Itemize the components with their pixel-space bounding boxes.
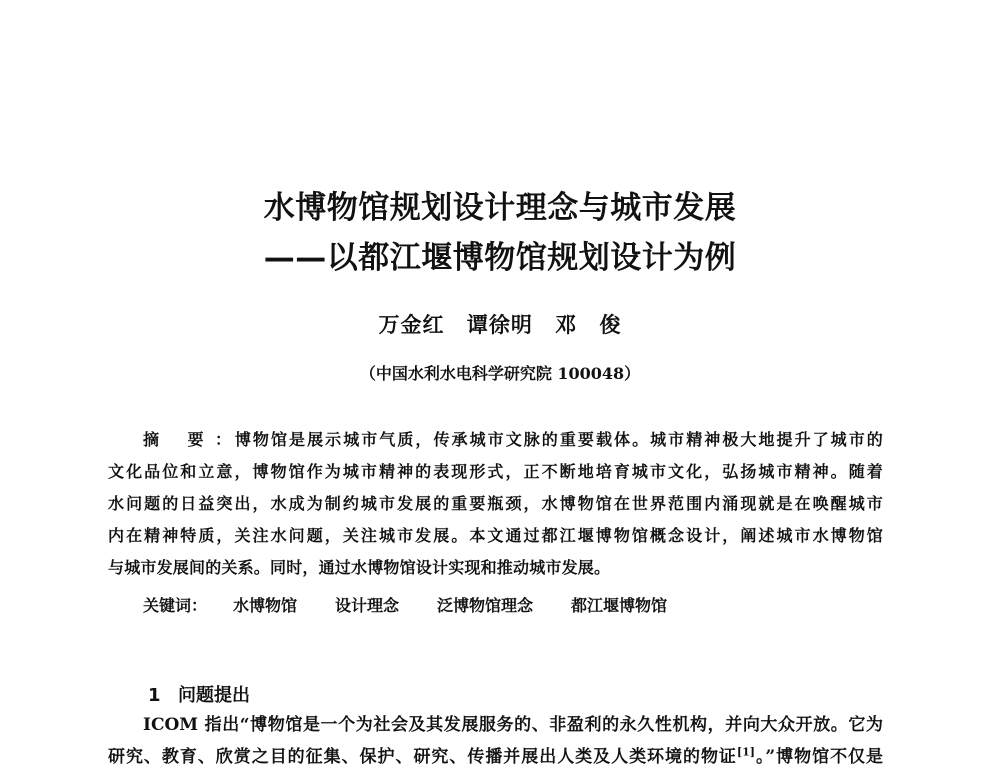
keyword-item: 水博物馆 <box>233 596 298 615</box>
keyword-item: 都江堰博物馆 <box>571 596 668 615</box>
keywords <box>143 594 705 618</box>
keyword-item: 设计理念 <box>335 596 400 615</box>
body-text-line-1: ICOM 指出“博物馆是一个为社会及其发展服务的、非盈利的永久性机构，并向大众开放。它为 <box>143 715 883 735</box>
abstract-line-4: 内在精神特质，关注水问题，关注城市发展。本文通过都江堰博物馆概念设计，阐述城市水博物馆 <box>108 526 883 545</box>
authors: 万金红 谭徐明 邓 俊 <box>378 312 622 337</box>
body-text-line-2-tail: 。”博物馆不仅是 <box>754 747 884 767</box>
keyword-item: 泛博物馆理念 <box>437 596 534 615</box>
abstract-line-3: 水问题的日益突出，水成为制约城市发展的重要瓶颈，水博物馆在世界范围内涌现就是在唤醒城市 <box>108 494 883 513</box>
paper-title-line-2: ——以都江堰博物馆规划设计为例 <box>263 240 737 276</box>
body-text-line-2-main: 研究、教育、欣赏之目的征集、保护、研究、传播并展出人类及人类环境的物证 <box>108 747 737 767</box>
section-number: 1 <box>148 685 161 706</box>
body-text-line-2 <box>108 744 883 770</box>
section-title: 问题提出 <box>178 685 250 706</box>
paper-title-line-1: 水博物馆规划设计理念与城市发展 <box>263 190 737 226</box>
affiliation: （中国水利水电科学研究院 100048） <box>359 364 641 383</box>
abstract-line-1 <box>143 428 883 452</box>
section-heading <box>148 683 250 709</box>
abstract-text-1: 博物馆是展示城市气质，传承城市文脉的重要载体。城市精神极大地提升了城市的 <box>233 430 883 449</box>
abstract-line-2: 文化品位和立意，博物馆作为城市精神的表现形式，正不断地培育城市文化，弘扬城市精神。随着 <box>108 462 883 481</box>
abstract-label: 摘 要： <box>143 430 233 449</box>
abstract-line-5: 与城市发展间的关系。同时，通过水博物馆设计实现和推动城市发展。 <box>108 558 611 577</box>
keywords-label: 关键词： <box>143 596 208 615</box>
citation-reference[interactable]: [1] <box>736 745 755 759</box>
